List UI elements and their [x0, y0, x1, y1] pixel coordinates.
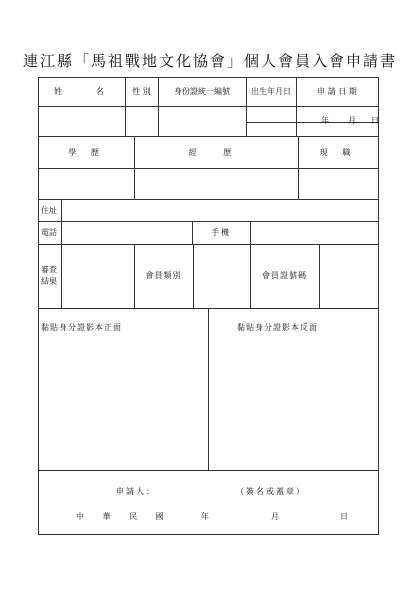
review-label-line1: 審查 [41, 265, 57, 274]
member-id-label: 會員證號碼 [262, 271, 307, 280]
member-category-label: 會員類別 [145, 271, 182, 280]
mobile-field[interactable] [251, 222, 377, 243]
id-front-label: 黏貼身分證影本正面 [41, 323, 122, 332]
address-field[interactable] [62, 200, 377, 220]
name-header: 姓 名 [54, 87, 110, 96]
applicant-label: 申請人： [116, 487, 156, 496]
roc-label: 中 華 民 國 [76, 512, 172, 521]
review-label-line2: 結果 [41, 277, 57, 286]
day-unit: 日 [371, 116, 379, 125]
row-divider [39, 470, 378, 471]
education-field[interactable] [40, 169, 133, 198]
sign-or-stamp-label: （簽名或蓋章） [236, 487, 306, 496]
signature-day-unit: 日 [340, 512, 348, 521]
member-category-field[interactable] [194, 245, 249, 307]
application-date-header: 申 請 日 期 [317, 87, 357, 96]
birth-date-field[interactable] [247, 107, 295, 135]
form-title: 連江縣「馬祖戰地文化協會」個人會員入會申請書 [22, 52, 397, 70]
id-back-label: 黏貼身分證影本反面 [237, 323, 318, 332]
application-form-table [38, 77, 379, 535]
address-label: 住址 [41, 206, 57, 215]
month-unit: 月 [348, 116, 356, 125]
member-id-field[interactable] [320, 245, 377, 307]
current-job-header: 現 職 [319, 148, 357, 157]
experience-header: 經 歷 [188, 148, 244, 157]
gender-header: 性 別 [132, 87, 151, 96]
experience-field[interactable] [135, 169, 297, 198]
mobile-label: 手機 [211, 228, 231, 237]
id-number-field[interactable] [159, 107, 245, 135]
phone-label: 電話 [41, 228, 57, 237]
education-header: 學 歷 [68, 148, 105, 157]
row-divider [39, 136, 378, 137]
signature-month-unit: 月 [271, 512, 279, 521]
name-field[interactable] [40, 107, 124, 135]
birth-date-header: 出生年月日 [251, 87, 291, 96]
signature-year-unit: 年 [201, 512, 209, 521]
year-unit: 年 [321, 116, 329, 125]
current-job-field[interactable] [299, 169, 377, 198]
column-divider [208, 308, 209, 470]
gender-field[interactable] [126, 107, 157, 135]
id-number-header: 身份證統一編號 [174, 87, 230, 96]
column-divider [61, 244, 62, 308]
phone-field[interactable] [62, 222, 191, 243]
